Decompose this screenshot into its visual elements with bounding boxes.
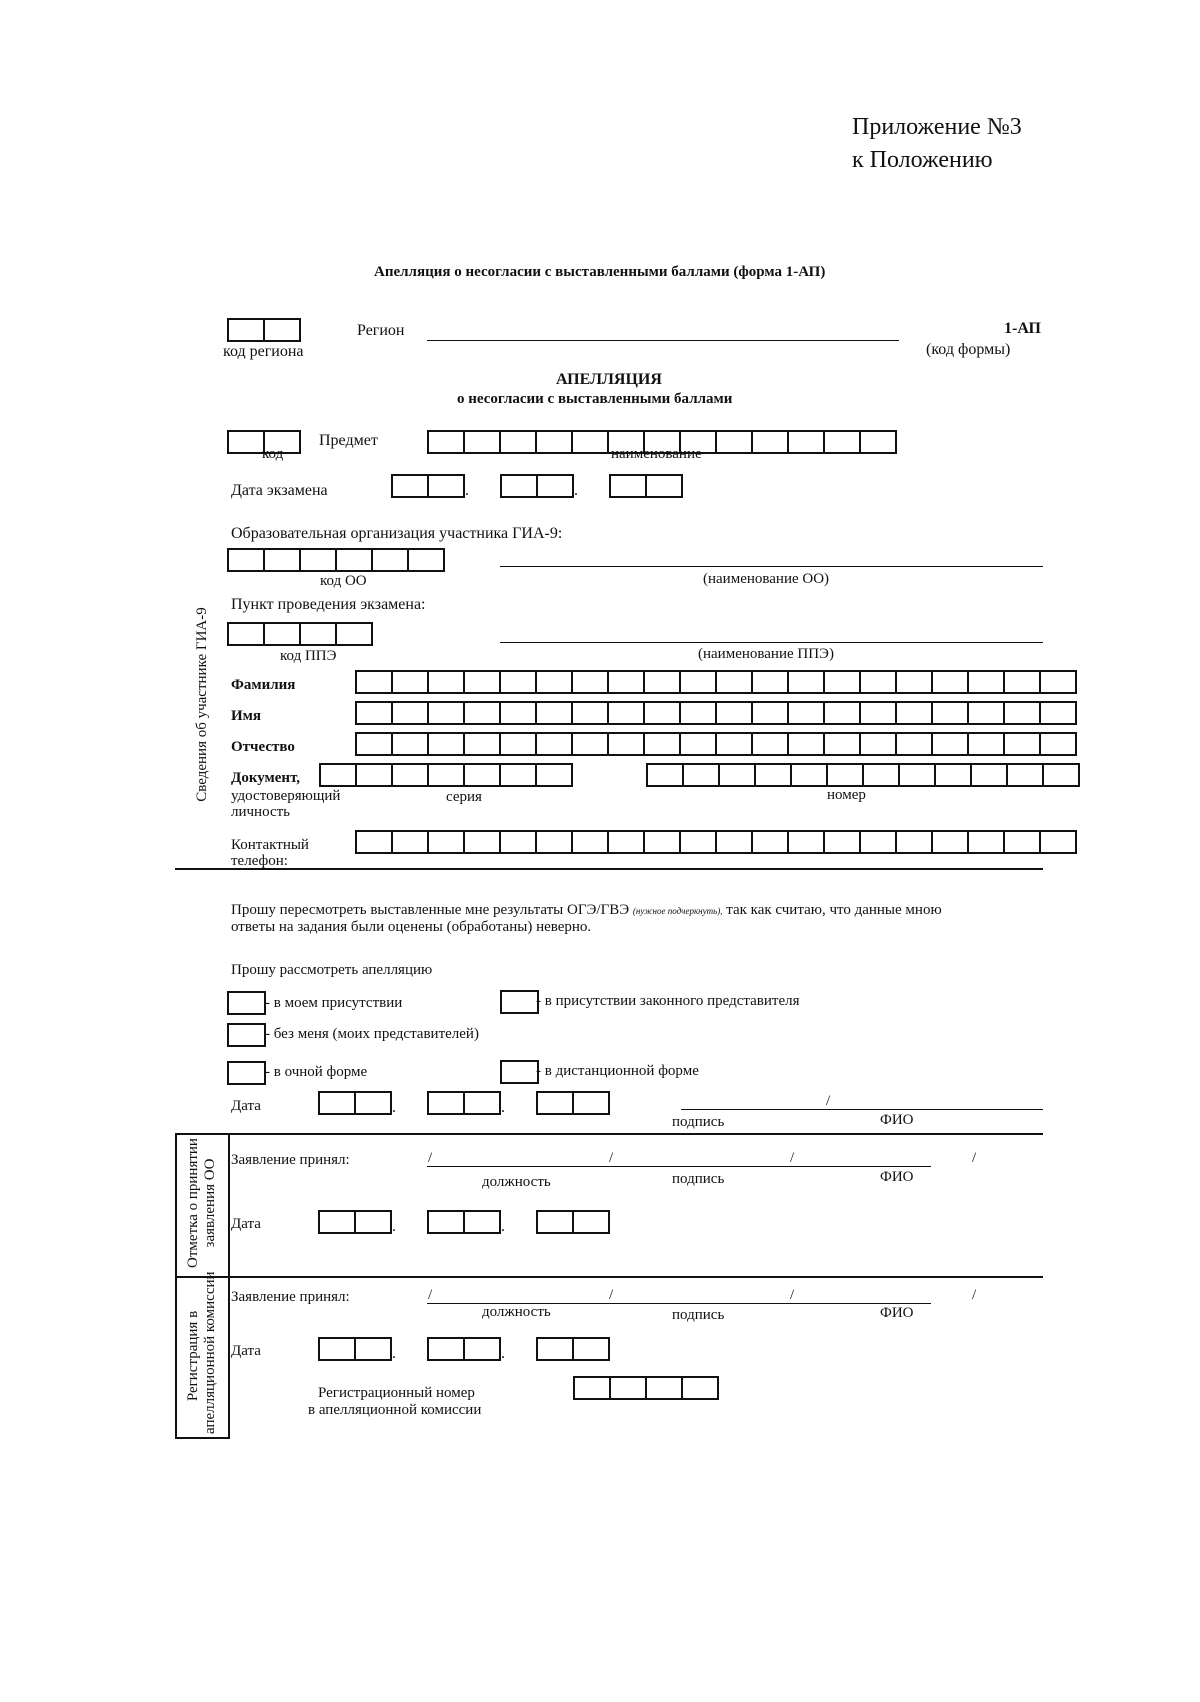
input-cell[interactable]	[463, 732, 501, 756]
side-label-acceptance: Отметка о принятии заявления ОО	[185, 1138, 218, 1268]
input-cell[interactable]	[499, 430, 537, 454]
slash: /	[609, 1287, 614, 1303]
subject-code-label: код	[262, 446, 284, 462]
input-cell[interactable]	[1003, 701, 1041, 725]
input-cell[interactable]	[463, 1337, 501, 1361]
input-cell[interactable]	[751, 670, 789, 694]
doc-number-boxes[interactable]	[646, 763, 1078, 787]
input-cell[interactable]	[787, 732, 825, 756]
accept-ak-signature-label: подпись	[672, 1307, 725, 1323]
input-cell[interactable]	[934, 763, 972, 787]
side-label-registration: Регистрация в апелляционной комиссии	[185, 1271, 218, 1434]
side-label-participant: Сведения об участнике ГИА-9	[194, 607, 210, 802]
name-label: Имя	[231, 708, 261, 724]
input-cell[interactable]	[895, 701, 933, 725]
input-cell[interactable]	[751, 732, 789, 756]
region-label: Регион	[357, 322, 405, 339]
input-cell[interactable]	[970, 763, 1008, 787]
input-cell[interactable]	[571, 430, 609, 454]
input-cell[interactable]	[571, 701, 609, 725]
input-cell[interactable]	[355, 830, 393, 854]
input-cell[interactable]	[536, 1210, 574, 1234]
ppe-label: Пункт проведения экзамена:	[231, 596, 426, 613]
request-line1: Прошу пересмотреть выставленные мне результаты ОГЭ/ГВЭ (нужное подчеркнуть), так как считаю, что данные мною	[231, 902, 942, 918]
input-cell[interactable]	[407, 548, 445, 572]
opt-without-me-label: - без меня (моих представителей)	[265, 1026, 479, 1042]
input-cell[interactable]	[335, 548, 373, 572]
input-cell[interactable]	[895, 830, 933, 854]
date-dot: .	[392, 1345, 396, 1362]
input-cell[interactable]	[391, 701, 429, 725]
accept-oo-month-boxes[interactable]	[427, 1210, 499, 1234]
input-cell[interactable]	[1003, 732, 1041, 756]
accept-ak-year-boxes[interactable]	[536, 1337, 608, 1361]
input-cell[interactable]	[787, 430, 825, 454]
date-dot: .	[392, 1099, 396, 1116]
phone-label-1: Контактный	[231, 837, 309, 853]
input-cell[interactable]	[643, 701, 681, 725]
request-fio-label: ФИО	[880, 1112, 914, 1128]
subject-code-cell[interactable]	[227, 430, 265, 454]
section2-top-line	[175, 1133, 1043, 1135]
input-cell[interactable]	[754, 763, 792, 787]
input-cell[interactable]	[427, 474, 465, 498]
input-cell[interactable]	[263, 548, 301, 572]
phone-label-2: телефон:	[231, 853, 288, 869]
accept-ak-month-boxes[interactable]	[427, 1337, 499, 1361]
opt-presence-checkbox[interactable]	[227, 991, 266, 1015]
input-cell[interactable]	[355, 670, 393, 694]
opt-in-person-checkbox[interactable]	[227, 1061, 266, 1085]
reg-number-label-2: в апелляционной комиссии	[308, 1402, 482, 1418]
input-cell[interactable]	[355, 701, 393, 725]
input-cell[interactable]	[607, 732, 645, 756]
region-code-cell[interactable]	[263, 318, 301, 342]
input-cell[interactable]	[1039, 732, 1077, 756]
input-cell[interactable]	[318, 1091, 356, 1115]
slash: /	[790, 1150, 795, 1166]
input-cell[interactable]	[1003, 830, 1041, 854]
form-title: Апелляция о несогласии с выставленными баллами (форма 1-АП)	[374, 264, 826, 280]
slash: /	[790, 1287, 795, 1303]
opt-remote-label: - в дистанционной форме	[536, 1063, 699, 1079]
name-boxes[interactable]	[355, 701, 1075, 725]
input-cell[interactable]	[931, 670, 969, 694]
input-cell[interactable]	[823, 830, 861, 854]
input-cell[interactable]	[931, 701, 969, 725]
input-cell[interactable]	[227, 622, 265, 646]
input-cell[interactable]	[573, 1376, 611, 1400]
input-cell[interactable]	[643, 830, 681, 854]
input-cell[interactable]	[859, 701, 897, 725]
input-cell[interactable]	[391, 830, 429, 854]
input-cell[interactable]	[391, 763, 429, 787]
input-cell[interactable]	[335, 622, 373, 646]
date-dot: .	[501, 1099, 505, 1116]
accept-oo-day-boxes[interactable]	[318, 1210, 390, 1234]
doc-label-2: удостоверяющий	[231, 788, 341, 804]
slash: /	[972, 1150, 977, 1166]
opt-presence-label: - в моем присутствии	[265, 995, 403, 1011]
slash: /	[609, 1150, 614, 1166]
accept-oo-line[interactable]	[427, 1166, 931, 1167]
input-cell[interactable]	[823, 670, 861, 694]
appeal-subheading: о несогласии с выставленными баллами	[457, 391, 733, 407]
input-cell[interactable]	[535, 830, 573, 854]
input-cell[interactable]	[463, 1091, 501, 1115]
appeal-heading: АПЕЛЛЯЦИЯ	[556, 371, 662, 388]
input-cell[interactable]	[967, 670, 1005, 694]
input-cell[interactable]	[463, 701, 501, 725]
input-cell[interactable]	[607, 830, 645, 854]
side-frame-left	[175, 1133, 177, 1438]
accept-ak-position-label: должность	[482, 1304, 551, 1320]
accept-oo-fio-label: ФИО	[880, 1169, 914, 1185]
request-signature-label: подпись	[672, 1114, 725, 1130]
date-dot: .	[501, 1345, 505, 1362]
ppe-name-label: (наименование ППЭ)	[698, 646, 834, 662]
input-cell[interactable]	[1042, 763, 1080, 787]
opt-representative-checkbox[interactable]	[500, 990, 539, 1014]
input-cell[interactable]	[679, 670, 717, 694]
input-cell[interactable]	[862, 763, 900, 787]
exam-month-boxes[interactable]	[500, 474, 572, 498]
slash: /	[428, 1287, 433, 1303]
input-cell[interactable]	[463, 670, 501, 694]
doc-series-boxes[interactable]	[319, 763, 571, 787]
section3-top-line	[175, 1276, 1043, 1278]
input-cell[interactable]	[607, 701, 645, 725]
input-cell[interactable]	[572, 1337, 610, 1361]
slash: /	[826, 1093, 831, 1109]
input-cell[interactable]	[500, 474, 538, 498]
input-cell[interactable]	[463, 763, 501, 787]
input-cell[interactable]	[787, 670, 825, 694]
appendix-line1: Приложение №3	[852, 114, 1022, 140]
date-dot: .	[501, 1218, 505, 1235]
slash: /	[428, 1150, 433, 1166]
input-cell[interactable]	[319, 763, 357, 787]
input-cell[interactable]	[751, 701, 789, 725]
input-cell[interactable]	[571, 732, 609, 756]
org-label: Образовательная организация участника ГИА-9:	[231, 525, 563, 542]
input-cell[interactable]	[463, 430, 501, 454]
input-cell[interactable]	[898, 763, 936, 787]
side-frame-bottom	[175, 1437, 230, 1439]
input-cell[interactable]	[536, 1337, 574, 1361]
accept-oo-position-label: должность	[482, 1174, 551, 1190]
form-code-label: (код формы)	[926, 341, 1011, 358]
phone-boxes[interactable]	[355, 830, 1075, 854]
input-cell[interactable]	[681, 1376, 719, 1400]
input-cell[interactable]	[355, 732, 393, 756]
request-year-boxes[interactable]	[536, 1091, 608, 1115]
input-cell[interactable]	[859, 732, 897, 756]
input-cell[interactable]	[787, 830, 825, 854]
input-cell[interactable]	[391, 474, 429, 498]
input-cell[interactable]	[931, 732, 969, 756]
region-code-label: код региона	[223, 343, 304, 360]
input-cell[interactable]	[263, 622, 301, 646]
input-cell[interactable]	[643, 732, 681, 756]
input-cell[interactable]	[299, 548, 337, 572]
side-frame-right	[228, 1133, 230, 1438]
date-dot: .	[574, 482, 578, 499]
input-cell[interactable]	[751, 430, 789, 454]
request-date-label: Дата	[231, 1098, 261, 1114]
input-cell[interactable]	[967, 732, 1005, 756]
org-name-label: (наименование ОО)	[703, 571, 830, 587]
input-cell[interactable]	[427, 732, 465, 756]
subject-name-label: наименование	[611, 446, 702, 462]
org-code-boxes[interactable]	[227, 548, 443, 572]
org-name-line[interactable]	[500, 566, 1043, 567]
input-cell[interactable]	[679, 830, 717, 854]
input-cell[interactable]	[572, 1091, 610, 1115]
appendix-line2: к Положению	[852, 147, 993, 173]
doc-series-label: серия	[446, 789, 482, 805]
input-cell[interactable]	[787, 701, 825, 725]
reg-number-boxes[interactable]	[573, 1376, 717, 1400]
input-cell[interactable]	[679, 732, 717, 756]
input-cell[interactable]	[751, 830, 789, 854]
exam-day-boxes[interactable]	[391, 474, 463, 498]
input-cell[interactable]	[572, 1210, 610, 1234]
region-code-cell[interactable]	[227, 318, 265, 342]
input-cell[interactable]	[823, 430, 861, 454]
input-cell[interactable]	[1039, 830, 1077, 854]
input-cell[interactable]	[682, 763, 720, 787]
input-cell[interactable]	[427, 701, 465, 725]
input-cell[interactable]	[895, 732, 933, 756]
form-code: 1-АП	[1004, 320, 1041, 337]
input-cell[interactable]	[609, 474, 647, 498]
org-code-label: код ОО	[320, 573, 367, 589]
input-cell[interactable]	[1039, 670, 1077, 694]
date-dot: .	[465, 482, 469, 499]
request-line2: ответы на задания были оценены (обработаны) неверно.	[231, 919, 592, 935]
input-cell[interactable]	[299, 622, 337, 646]
input-cell[interactable]	[790, 763, 828, 787]
input-cell[interactable]	[679, 701, 717, 725]
input-cell[interactable]	[823, 732, 861, 756]
input-cell[interactable]	[535, 430, 573, 454]
input-cell[interactable]	[318, 1210, 356, 1234]
slash: /	[972, 1287, 977, 1303]
accept-oo-date-label: Дата	[231, 1216, 261, 1232]
input-cell[interactable]	[571, 830, 609, 854]
input-cell[interactable]	[427, 1091, 465, 1115]
ppe-code-boxes[interactable]	[227, 622, 371, 646]
accept-oo-year-boxes[interactable]	[536, 1210, 608, 1234]
opt-representative-label: - в присутствии законного представителя	[536, 993, 800, 1009]
consider-label: Прошу рассмотреть апелляцию	[231, 962, 433, 978]
ppe-name-line[interactable]	[500, 642, 1043, 643]
input-cell[interactable]	[715, 430, 753, 454]
input-cell[interactable]	[391, 732, 429, 756]
accept-oo-label: Заявление принял:	[231, 1152, 350, 1168]
input-cell[interactable]	[427, 830, 465, 854]
input-cell[interactable]	[967, 830, 1005, 854]
patronymic-label: Отчество	[231, 739, 295, 755]
input-cell[interactable]	[535, 763, 573, 787]
exam-year-boxes[interactable]	[609, 474, 681, 498]
exam-date-label: Дата экзамена	[231, 482, 328, 499]
input-cell[interactable]	[354, 1091, 392, 1115]
request-month-boxes[interactable]	[427, 1091, 499, 1115]
input-cell[interactable]	[499, 670, 537, 694]
input-cell[interactable]	[463, 830, 501, 854]
input-cell[interactable]	[826, 763, 864, 787]
reg-number-label-1: Регистрационный номер	[318, 1385, 475, 1401]
input-cell[interactable]	[718, 763, 756, 787]
doc-label-1: Документ,	[231, 770, 301, 786]
input-cell[interactable]	[391, 670, 429, 694]
input-cell[interactable]	[715, 830, 753, 854]
request-signature-line[interactable]	[681, 1109, 1043, 1110]
input-cell[interactable]	[607, 670, 645, 694]
input-cell[interactable]	[859, 430, 897, 454]
input-cell[interactable]	[427, 1337, 465, 1361]
accept-ak-date-label: Дата	[231, 1343, 261, 1359]
input-cell[interactable]	[536, 1091, 574, 1115]
input-cell[interactable]	[499, 701, 537, 725]
input-cell[interactable]	[354, 1337, 392, 1361]
input-cell[interactable]	[536, 474, 574, 498]
ppe-code-label: код ППЭ	[280, 648, 337, 664]
input-cell[interactable]	[646, 763, 684, 787]
accept-ak-day-boxes[interactable]	[318, 1337, 390, 1361]
accept-ak-label: Заявление принял:	[231, 1289, 350, 1305]
input-cell[interactable]	[823, 701, 861, 725]
input-cell[interactable]	[354, 1210, 392, 1234]
input-cell[interactable]	[931, 830, 969, 854]
input-cell[interactable]	[715, 732, 753, 756]
input-cell[interactable]	[499, 763, 537, 787]
input-cell[interactable]	[895, 670, 933, 694]
input-cell[interactable]	[371, 548, 409, 572]
input-cell[interactable]	[967, 701, 1005, 725]
surname-boxes[interactable]	[355, 670, 1075, 694]
input-cell[interactable]	[318, 1337, 356, 1361]
input-cell[interactable]	[1039, 701, 1077, 725]
subject-label: Предмет	[319, 432, 378, 449]
patronymic-boxes[interactable]	[355, 732, 1075, 756]
input-cell[interactable]	[499, 830, 537, 854]
input-cell[interactable]	[427, 670, 465, 694]
input-cell[interactable]	[427, 1210, 465, 1234]
input-cell[interactable]	[499, 732, 537, 756]
input-cell[interactable]	[463, 1210, 501, 1234]
input-cell[interactable]	[609, 1376, 647, 1400]
input-cell[interactable]	[227, 548, 265, 572]
surname-label: Фамилия	[231, 677, 296, 693]
accept-oo-signature-label: подпись	[672, 1171, 725, 1187]
input-cell[interactable]	[1006, 763, 1044, 787]
input-cell[interactable]	[859, 670, 897, 694]
input-cell[interactable]	[427, 763, 465, 787]
input-cell[interactable]	[643, 670, 681, 694]
input-cell[interactable]	[715, 670, 753, 694]
input-cell[interactable]	[535, 732, 573, 756]
date-dot: .	[392, 1218, 396, 1235]
input-cell[interactable]	[427, 430, 465, 454]
opt-without-me-checkbox[interactable]	[227, 1023, 266, 1047]
input-cell[interactable]	[355, 763, 393, 787]
opt-in-person-label: - в очной форме	[265, 1064, 368, 1080]
request-day-boxes[interactable]	[318, 1091, 390, 1115]
region-name-line[interactable]	[427, 340, 899, 341]
input-cell[interactable]	[535, 701, 573, 725]
input-cell[interactable]	[715, 701, 753, 725]
section-separator	[175, 868, 1043, 870]
input-cell[interactable]	[1003, 670, 1041, 694]
input-cell[interactable]	[571, 670, 609, 694]
accept-ak-fio-label: ФИО	[880, 1305, 914, 1321]
input-cell[interactable]	[645, 474, 683, 498]
region-code-boxes[interactable]	[227, 318, 299, 342]
input-cell[interactable]	[859, 830, 897, 854]
doc-number-label: номер	[827, 787, 866, 803]
input-cell[interactable]	[645, 1376, 683, 1400]
input-cell[interactable]	[535, 670, 573, 694]
opt-remote-checkbox[interactable]	[500, 1060, 539, 1084]
doc-label-3: личность	[231, 804, 291, 820]
